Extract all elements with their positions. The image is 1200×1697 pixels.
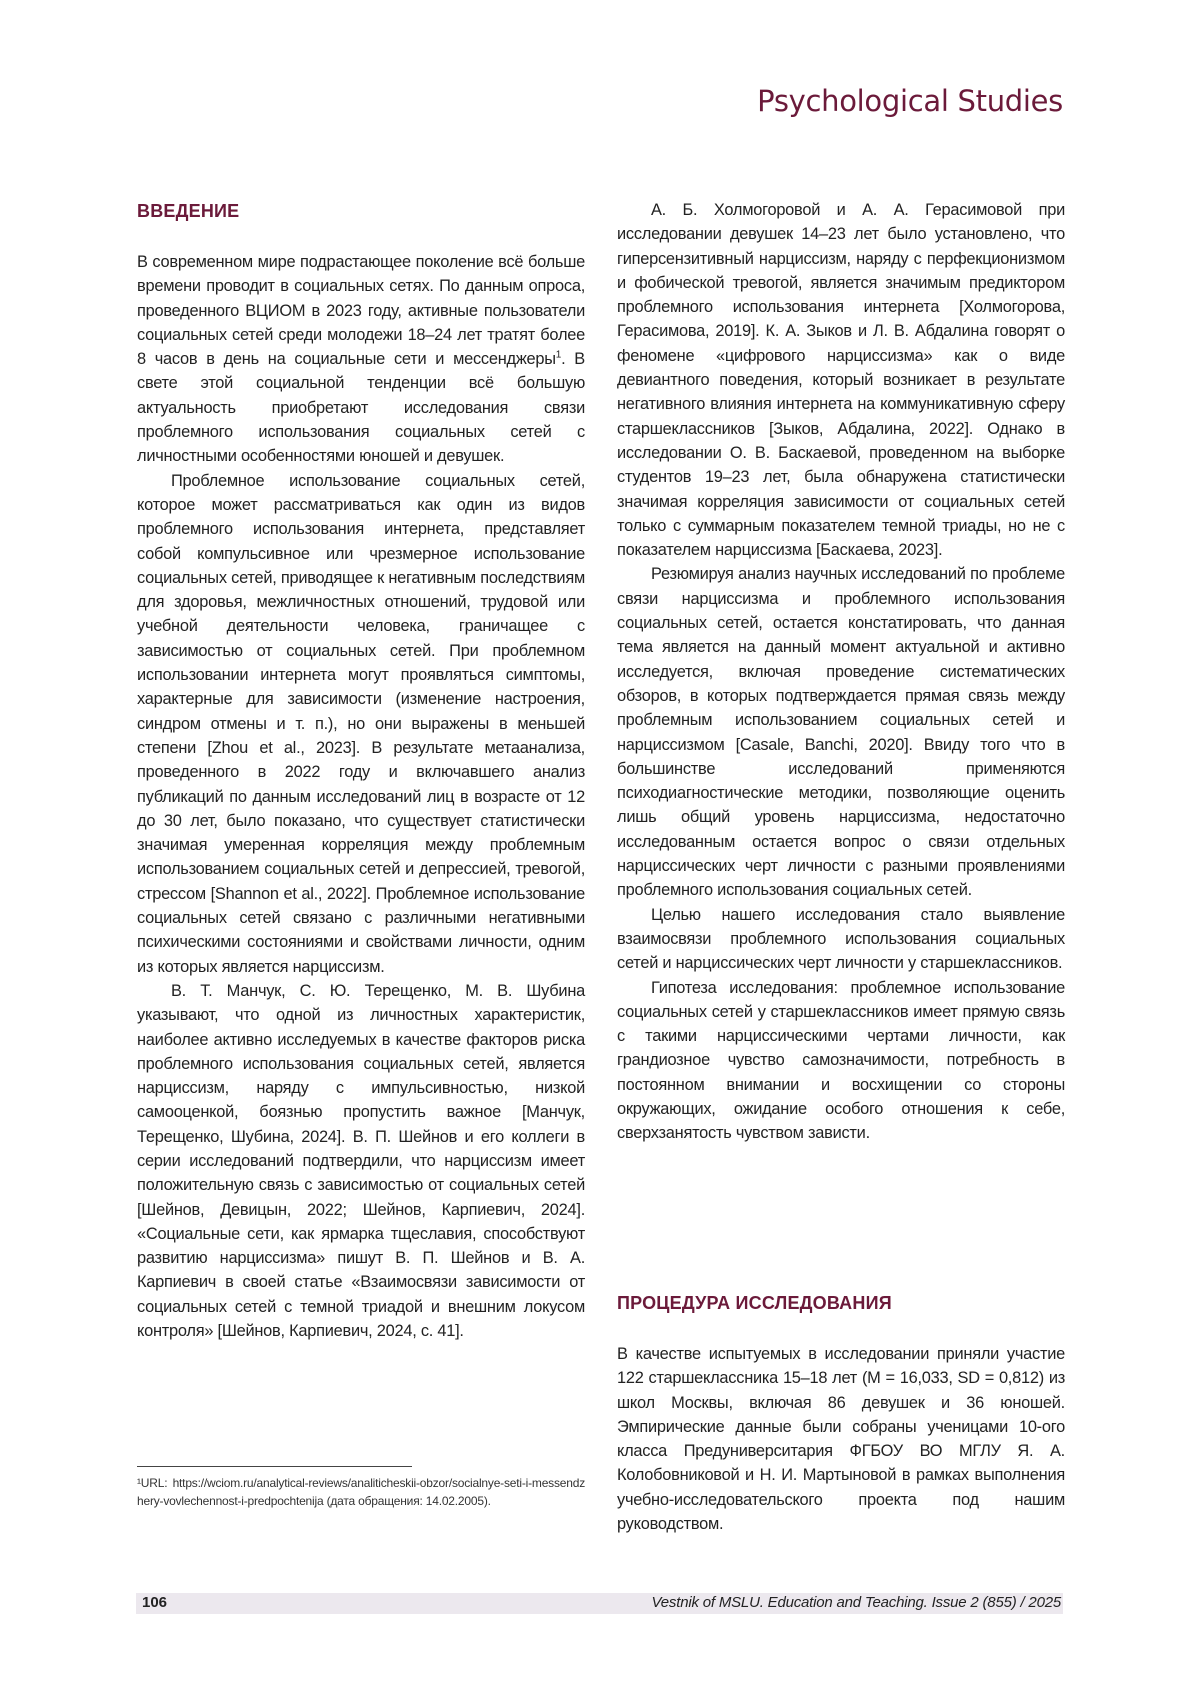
paragraph-text: . В свете этой социальной тенденции всё большую актуальность приобретают исследования связи проблемного использования социальных сетей с личностными особенностями юношей и девушек. [137,350,585,465]
paragraph: В качестве испытуемых в исследовании приняли участие 122 старшеклассника 15–18 лет (M = 16,033, SD = 0,812) из школ Москвы, включая 86 девушек и 36 юношей. Эмпирические данные были собраны ученицами 10-ого класса Предуниверситария ФГБОУ ВО МГЛУ Я. А. Колобовниковой и Н. И. Мартыновой в рамках выполнения учебно-исследовательского проекта под нашим руководством. [617,1342,1065,1536]
footnote-reference[interactable]: 1 [556,350,561,361]
section-heading-introduction: ВВЕДЕНИЕ [137,198,585,224]
journal-section-title: Psychological Studies [757,84,1063,118]
paragraph-text: В современном мире подрастающее поколение всё больше времени проводит в социальных сетях. По данным опроса, проведенного ВЦИОМ в 2023 году, активные пользователи социальных сетей среди молодежи 18–24 лет тратят более 8 часов в день на социальные сети и мессенджеры [137,253,585,368]
paragraph [137,250,585,469]
right-column [617,198,1065,1146]
page-footer [136,1593,1063,1614]
footer-journal-name: Vestnik of MSLU. Education and Teaching. Issue 2 (855) / 2025 [652,1594,1061,1611]
paragraph: Гипотеза исследования: проблемное использование социальных сетей у старшеклассников имеет прямую связь с такими нарциссическими чертами личности, как грандиозное чувство самозначимости, потребность в постоянном внимании и восхищении со стороны окружающих, ожидание особого отношения к себе, сверхзанятость чувством зависти. [617,976,1065,1146]
paragraph: А. Б. Холмогоровой и А. А. Герасимовой при исследовании девушек 14–23 лет было установлено, что гиперсензитивный нарциссизм, наряду с перфекционизмом и фобической тревогой, является значимым предиктором проблемного использования интернета [Холмогорова, Герасимова, 2019]. К. А. Зыков и Л. В. Абдалина говорят о феномене «цифрового нарциссизма» как о виде девиантного поведения, который возникает в результате негативного влияния интернета на коммуникативную сферу старшеклассников [Зыков, Абдалина, 2022]. Однако в исследовании О. В. Баскаевой, проведенном на выборке студентов 19–23 лет, была обнаружена статистически значимая корреляция зависимости от социальных сетей только с суммарным показателем темной триады, но не с показателем нарциссизма [Баскаева, 2023]. [617,198,1065,562]
paragraph: Целью нашего исследования стало выявление взаимосвязи проблемного использования социальных сетей и нарциссических черт личности у старшеклассников. [617,903,1065,976]
footnote: ¹URL: https://wciom.ru/analytical-reviews/analiticheskii-obzor/socialnye-seti-i-messendzhery-vovlechennost-i-predpochtenija (дата обращения: 14.02.2005). [137,1474,585,1510]
section-heading-procedure: ПРОЦЕДУРА ИССЛЕДОВАНИЯ [617,1290,1065,1316]
page-number: 106 [142,1594,167,1611]
footnote-divider [137,1466,412,1467]
procedure-section [617,1290,1065,1536]
left-column [137,198,585,1343]
paragraph: Проблемное использование социальных сетей, которое может рассматриваться как один из видов проблемного использования интернета, представляет собой компульсивное или чрезмерное использование социальных сетей, приводящее к негативным последствиям для здоровья, межличностных отношений, трудовой или учебной деятельности человека, граничащее с зависимостью от социальных сетей. При проблемном использовании интернета могут проявляться симптомы, характерные для зависимости (изменение настроения, синдром отмены и т. п.), но они выражены в меньшей степени [Zhou et al., 2023]. В результате метаанализа, проведенного в 2022 году и включавшего анализ публикаций по данным исследований лиц в возрасте от 12 до 30 лет, было показано, что существует статистически значимая умеренная корреляция между проблемным использованием социальных сетей и депрессией, тревогой, стрессом [Shannon et al., 2022]. Проблемное использование социальных сетей связано с различными негативными психическими состояниями и свойствами личности, одним из которых является нарциссизм. [137,469,585,979]
paragraph: Резюмируя анализ научных исследований по проблеме связи нарциссизма и проблемного использования социальных сетей, остается констатировать, что данная тема является на данный момент актуальной и активно исследуется, включая проведение систематических обзоров, в которых подтверждается прямая связь между проблемным использованием социальных сетей и нарциссизмом [Casale, Banchi, 2020]. Ввиду того что в большинстве исследований применяются психодиагностические методики, позволяющие оценить лишь общий уровень нарциссизма, недостаточно исследованным остается вопрос о связи отдельных нарциссических черт личности с разными проявлениями проблемного использования социальных сетей. [617,562,1065,902]
paragraph: В. Т. Манчук, С. Ю. Терещенко, М. В. Шубина указывают, что одной из личностных характеристик, наиболее активно исследуемых в качестве факторов риска проблемного использования социальных сетей, является нарциссизм, наряду с импульсивностью, низкой самооценкой, боязнью пропустить важное [Манчук, Терещенко, Шубина, 2024]. В. П. Шейнов и его коллеги в серии исследований подтвердили, что нарциссизм имеет положительную связь с зависимостью от социальных сетей [Шейнов, Девицын, 2022; Шейнов, Карпиевич, 2024]. «Социальные сети, как ярмарка тщеславия, способствуют развитию нарциссизма» пишут В. П. Шейнов и В. А. Карпиевич в своей статье «Взаимосвязи зависимости от социальных сетей с темной триадой и внешним локусом контроля» [Шейнов, Карпиевич, 2024, с. 41]. [137,979,585,1343]
